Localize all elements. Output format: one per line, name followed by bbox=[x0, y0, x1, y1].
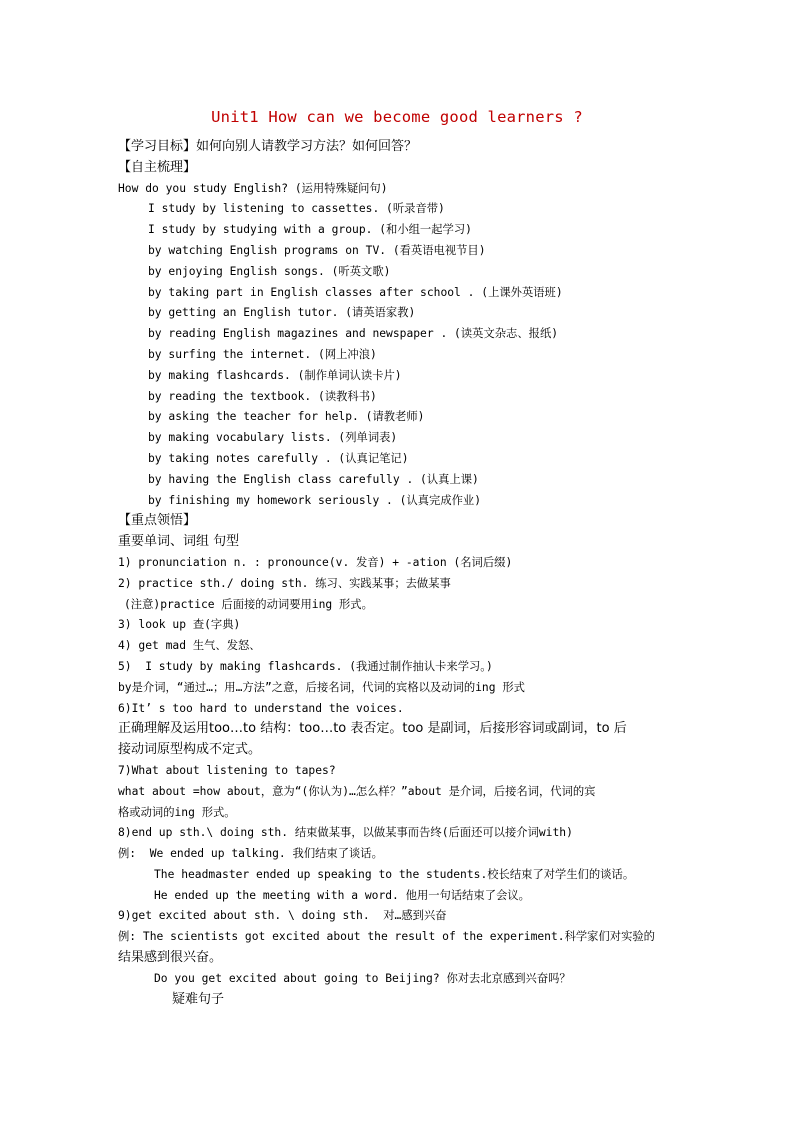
text-line: 8)end up sth.\ doing sth. 结束做某事，以做某事而告终(后面还可以接介词with) bbox=[118, 826, 573, 840]
text-line: 格或动词的ing 形式。 bbox=[118, 805, 236, 819]
section-heading-goals: 【学习目标】如何向别人请教学习方法？如何回答？ bbox=[118, 139, 418, 154]
text-line: 3) look up 查(字典) bbox=[118, 618, 241, 632]
text-line: 2) practice sth./ doing sth. 练习、实践某事；去做某事 bbox=[118, 576, 451, 590]
text-line: by reading the textbook. (读教科书) bbox=[148, 389, 377, 403]
text-line: 结果感到很兴奋。 bbox=[118, 950, 223, 966]
text-line: 1) pronunciation n. : pronounce(v. 发音) + -ation (名词后缀) bbox=[118, 555, 513, 569]
text-line: 4) get mad 生气、发怒、 bbox=[118, 639, 261, 653]
text-line: by asking the teacher for help. (请教老师) bbox=[148, 410, 425, 424]
text-line: by surfing the internet. (网上冲浪) bbox=[148, 347, 377, 361]
text-line: 接动词原型构成不定式。 bbox=[118, 742, 262, 758]
text-line: 5) I study by making flashcards. (我通过制作抽认卡来学习。) bbox=[118, 659, 493, 673]
text-line: 正确理解及运用too…to 结构：too…to 表否定。too 是副词，后接形容词或副词，to 后 bbox=[118, 721, 627, 737]
text-line: by enjoying English songs. (听英文歌) bbox=[148, 264, 391, 278]
text-line: Do you get excited about going to Beijing? 你对去北京感到兴奋吗？ bbox=[154, 971, 571, 985]
text-line: I study by listening to cassettes. (听录音带) bbox=[148, 202, 445, 216]
text-line: 6)It’ s too hard to understand the voices. bbox=[118, 701, 404, 715]
text-line: by taking part in English classes after school . (上课外英语班) bbox=[148, 285, 563, 299]
text-line: by having the English class carefully . (认真上课) bbox=[148, 472, 479, 486]
subheading: 重要单词、词组 句型 bbox=[118, 534, 240, 550]
section-heading-review: 【自主梳理】 bbox=[118, 159, 197, 175]
subheading: 疑难句子 bbox=[172, 991, 225, 1007]
text-line: what about =how about，意为“(你认为)…怎么样？”about 是介词，后接名词，代词的宾 bbox=[118, 784, 596, 798]
page-title: Unit1 How can we become good learners ? bbox=[211, 108, 583, 126]
document-body bbox=[118, 137, 688, 1010]
text-line: (注意)practice 后面接的动词要用ing 形式。 bbox=[124, 597, 373, 611]
text-line: by reading English magazines and newspaper . (读英文杂志、报纸) bbox=[148, 327, 559, 341]
text-line: by finishing my homework seriously . (认真完成作业) bbox=[148, 493, 482, 507]
text-line: by making vocabulary lists. (列单词表) bbox=[148, 431, 398, 445]
text-line: How do you study English? (运用特殊疑问句) bbox=[118, 181, 388, 195]
text-line: by getting an English tutor. (请英语家教) bbox=[148, 306, 416, 320]
section-heading-key-points: 【重点领悟】 bbox=[118, 513, 197, 529]
text-line: by是介词，“通过…；用…方法”之意，后接名词，代词的宾格以及动词的ing 形式 bbox=[118, 680, 525, 694]
text-line: He ended up the meeting with a word. 他用一句话结束了会议。 bbox=[154, 888, 530, 902]
text-line: 7)What about listening to tapes? bbox=[118, 763, 336, 777]
text-line: by taking notes carefully . (认真记笔记) bbox=[148, 451, 409, 465]
text-line: 例: The scientists got excited about the result of the experiment.科学家们对实验的 bbox=[118, 930, 655, 944]
text-line: The headmaster ended up speaking to the students.校长结束了对学生们的谈话。 bbox=[154, 867, 635, 881]
text-line: by watching English programs on TV. (看英语电视节目) bbox=[148, 243, 486, 257]
text-line: by making flashcards. (制作单词认读卡片) bbox=[148, 368, 402, 382]
text-line: I study by studying with a group. (和小组一起学习) bbox=[148, 223, 472, 237]
text-line: 9)get excited about sth. \ doing sth. 对…感到兴奋 bbox=[118, 909, 447, 923]
text-line: 例: We ended up talking. 我们结束了谈话。 bbox=[118, 847, 383, 861]
